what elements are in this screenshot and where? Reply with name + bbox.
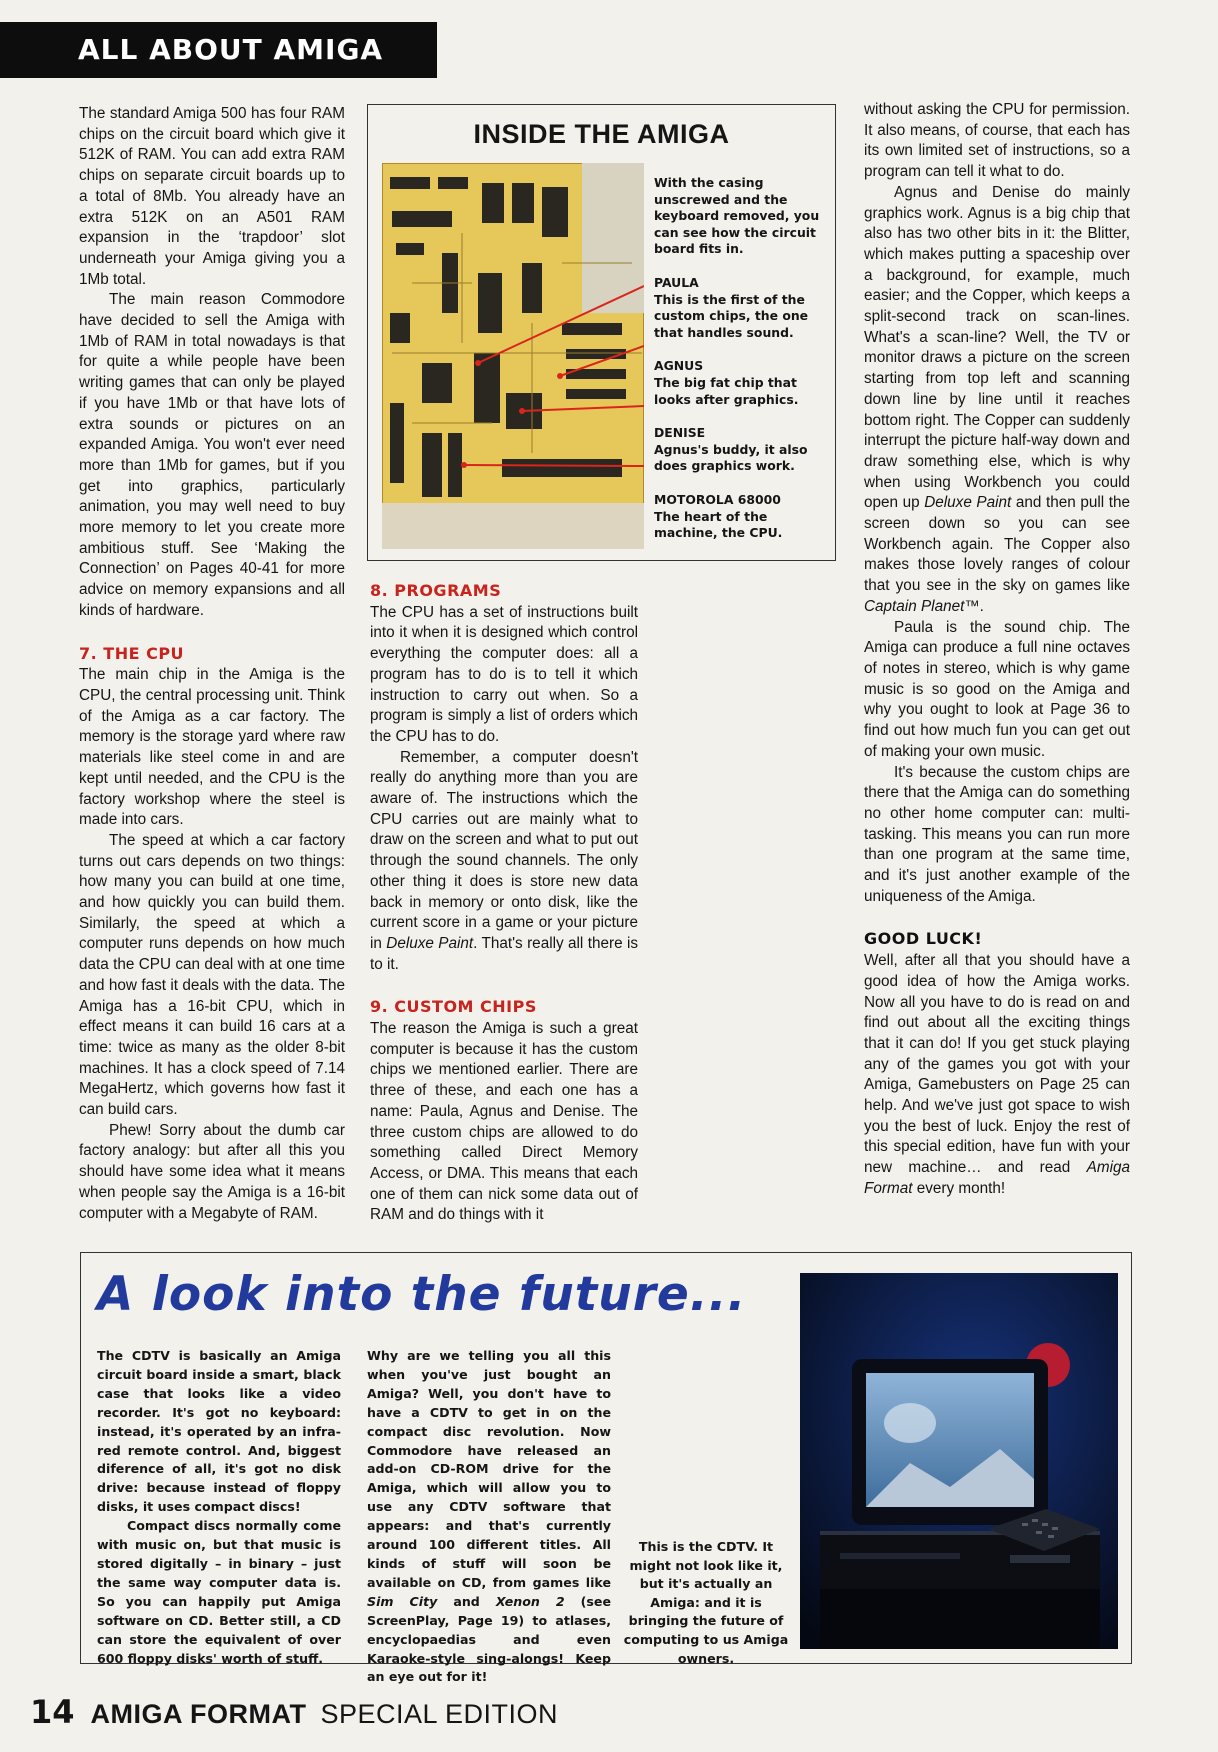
heading-good-luck: GOOD LUCK! [864,929,983,949]
paragraph: Compact discs normally come with music on, but that music is stored digitally – in binary – just the same way computer data is. So you can happily put Amiga software on CD. Better still, a CD can store the equivalent of over 600 floppy disks' worth of stuff. [97,1518,341,1666]
circuit-board-photo [382,163,644,549]
chip-labels [654,175,830,559]
heading-custom-chips: 9. CUSTOM CHIPS [370,997,537,1017]
paragraph: The CDTV is basically an Amiga circuit board inside a smart, black case that looks like a video recorder. It's got no keyboard: instead, it's operated by an infra-red remote control. And, biggest diference of all, it's got no disk drive: because instead of floppy disks, it uses compact discs! [97,1348,341,1515]
paragraph: The reason the Amiga is such a great computer is because it has the custom chips we mentioned earlier. There are three of these, and each one has a name: Paula, Agnus and Denise. The three custom chips are allowed to do something called Direct Memory Access, or DMA. This means that each one of them can nick some data out of RAM and do things with it [370,1020,638,1224]
text-run: Why are we telling you all this when you've just bought an Amiga? Well, you don't have to have a CDTV to get in on the compact disc revolution. Now Commodore have released an add-on CD-ROM drive for the Amiga, which will allow you to use any CDTV software that appears: and that's currently around 100 different titles. All kinds of stuff will soon be available on CD, from games like [367,1348,611,1590]
text-run: and then pull the screen down so you can see Workbench again. The Copper also makes those lovely ranges of colour that you see in the sky on games like [864,494,1131,595]
label-paula-name: PAULA [654,274,699,290]
paragraph [367,1347,611,1687]
paragraph [370,748,638,976]
future-title: A look into the future... [97,1267,747,1322]
column-2 [370,571,638,1226]
label-agnus [654,358,830,408]
italic-title: Captain Planet™ [864,597,980,615]
italic-title: Amiga Format [864,1159,1130,1197]
section-banner: ALL ABOUT AMIGA [0,22,437,78]
label-cpu [654,492,830,542]
paragraph: The main reason Commodore have decided to sell the Amiga with 1Mb of RAM in total nowadays is that for quite a while people have been writing games that can only be played if you have 1Mb or that have lots of extra sounds or pictures on an expanded Amiga. You won't ever need more than 1Mb for games, but if you get into graphics, particularly animation, you may well need to buy more memory to let you create more ambitious stuff. See ‘Making the Connection’ on Pages 40-41 for more advice on memory expansions and all kinds of hardware. [79,291,345,619]
italic-title: Sim City [367,1593,438,1609]
paragraph: The CPU has a set of instructions built into it when it is designed which control everything the computer does: all a program has to do is to tell it which instruction to carry out when. So a program is simply a list of orders which the CPU has to do. [370,603,638,745]
label-paula-desc: This is the first of the custom chips, the one that handles sound. [654,291,809,340]
magazine-name: AMIGA FORMAT [90,1699,307,1729]
paragraph: Phew! Sorry about the dumb car factory analogy: but after all this you should have some idea what it means when people say the Amiga is a 16-bit computer with a Megabyte of RAM. [79,1121,345,1222]
label-paula [654,275,830,341]
future-column-2 [367,1347,611,1687]
label-cpu-name: MOTOROLA 68000 [654,491,781,507]
label-cpu-desc: The heart of the machine, the CPU. [654,508,783,541]
italic-title: Deluxe Paint [386,934,474,952]
page-footer [30,1693,558,1731]
paragraph: It's because the custom chips are there that the Amiga can do something no other home computer can: multi-tasking. This means you can run more than one program at the same time, and it's just another example of the uniqueness of the Amiga. [864,763,1130,905]
text-run: Remember, a computer doesn't really do anything more than you are aware of. The instructions which the CPU carries out are mainly what to draw on the screen and what to put out through the sound channels. The only other thing it does is store new data back in memory or onto disk, like the current score in a game or your picture in [370,748,638,952]
paragraph [864,951,1130,1199]
future-box [80,1252,1132,1685]
paragraph: The main chip in the Amiga is the CPU, the central processing unit. Think of the Amiga as a car factory. The memory is the storage yard where raw materials like steel come in and are kept until needed, and the CPU is the factory workshop where the steel is made into cars. [79,666,345,829]
label-denise-desc: Agnus's buddy, it also does graphics work. [654,441,808,474]
inside-amiga-title: INSIDE THE AMIGA [473,119,730,149]
label-denise [654,425,830,475]
column-1 [79,104,345,1224]
cdtv-photo [800,1273,1118,1649]
text-run: . That's really all there is to it. [370,934,639,973]
page-number: 14 [30,1693,75,1731]
text-run: Agnus and Denise do mainly graphics work. Agnus is a big chip that also has two other bits in it: the Blitter, which makes putting a spaceship over a background, for example, much easier; and the Copper, which keeps a split-second track on scan-lines. What's a scan-line? Well, the TV or monitor draws a picture on the screen starting from top left and scanning down line by line until it reaches bottom right. The Copper can suddenly interrupt the picture half-way down and draw something else, which is why when using Workbench you could open up [864,183,1130,512]
italic-title: Deluxe Paint [924,494,1012,512]
text-run: (see ScreenPlay, Page 19) to atlases, encyclopaedias and even Karaoke-style sing-alongs! Keep an eye out for it! [367,1593,611,1685]
text-run: Well, after all that you should have a good idea of how the Amiga works. Now all you have to do is read on and find out about all the exciting things that it can do! If you get stuck playing any of the games you got with your Amiga, Gamebusters on Page 25 can help. And we've just got space to wish you the best of luck. Enjoy the rest of this special edition, have fun with your new machine… and read [864,952,1130,1177]
text-run: . [979,597,984,615]
paragraph: The standard Amiga 500 has four RAM chips on the circuit board which give it 512K of RAM. You can add extra RAM chips on separate circuit boards up to a total of 8Mb. You already have an extra 512K on an A501 RAM expansion in the ‘trapdoor’ slot underneath your Amiga giving you a 1Mb total. [79,105,345,288]
text-run: and [437,1593,496,1609]
label-agnus-desc: The big fat chip that looks after graphics. [654,374,799,407]
heading-cpu: 7. THE CPU [79,643,185,663]
edition-name: SPECIAL EDITION [320,1699,559,1729]
paragraph: The speed at which a car factory turns out cars depends on two things: how many you can build at one time, and how quickly you can build them. Similarly, the speed at which a computer runs depends on how much data the CPU can deal with at one time and how fast it deals with the data. The Amiga has a 16-bit CPU, which in effect means it can build 16 cars at a time: twice as many as the older 8-bit machines. It has a clock speed of 7.14 MegaHertz, which governs how fast it can build cars. [79,831,345,1119]
column-3 [864,100,1130,1200]
label-denise-name: DENISE [654,425,706,441]
future-column-1 [97,1347,341,1668]
photo-caption: This is the CDTV. It might not look like it, but it's actually an Amiga: and it is bringing the future of computing to us Amiga owners. [623,1539,789,1666]
board-intro: With the casing unscrewed and the keyboard removed, you can see how the circuit board fits in. [654,175,820,257]
text-run: every month! [912,1179,1006,1197]
italic-title: Xenon 2 [495,1593,565,1609]
heading-programs: 8. PROGRAMS [370,581,502,600]
label-agnus-name: AGNUS [654,358,704,374]
paragraph: Paula is the sound chip. The Amiga can produce a full nine octaves of notes in stereo, which is why game music is so good on the Amiga and why you ought to look at Page 36 to find out how much fun you can get out of making your own music. [864,618,1130,760]
paragraph: without asking the CPU for permission. It also means, of course, that each has its own limited set of instructions, so a program can tell it what to do. [864,101,1130,181]
inside-amiga-box [367,104,836,561]
paragraph [864,183,1130,618]
